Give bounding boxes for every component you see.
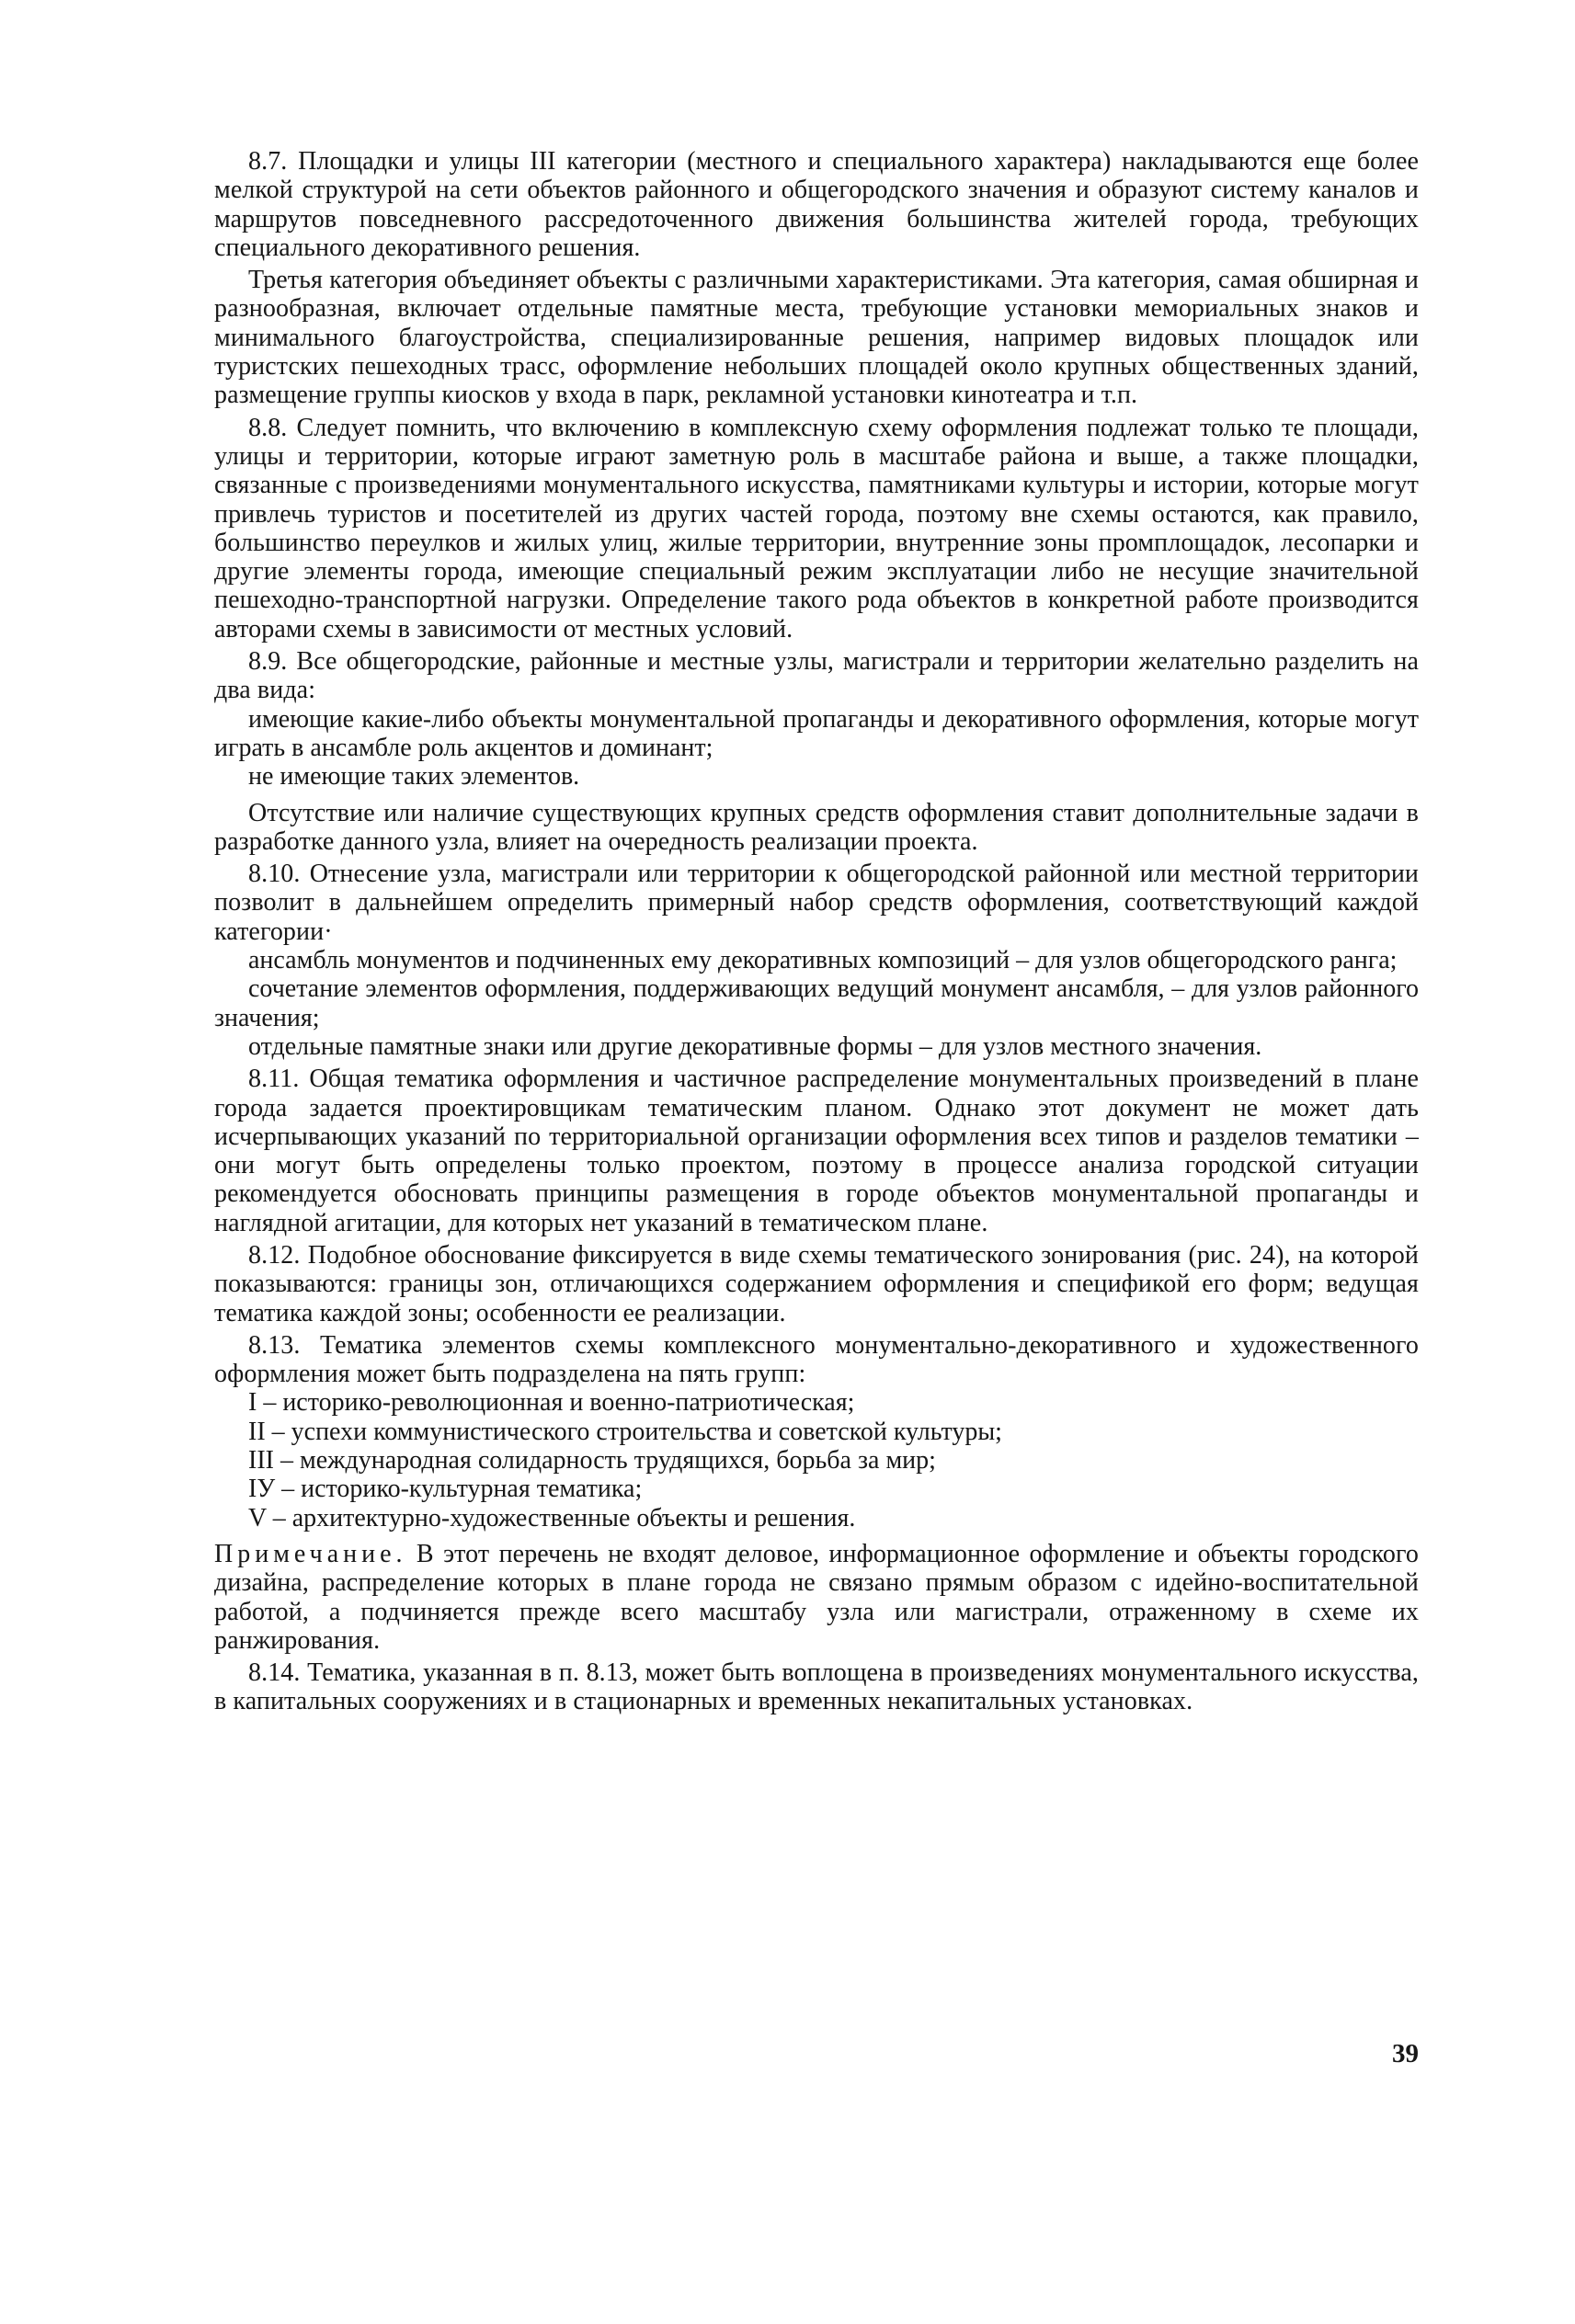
note-paragraph <box>214 1540 1419 1655</box>
paragraph-8-7: 8.7. Площадки и улицы III категории (местного и специального характера) накладываются еще более мелкой структурой на сети объектов районного и общегородского значения и образуют систему каналов и маршрутов повседневного рассредоточенного движения большинства жителей города, требующих специального декоративного решения. <box>214 147 1419 262</box>
note-text: В этот перечень не входят деловое, информационное оформление и объекты городского дизайна, распределение которых в плане города не связано прямым образом с идейно-воспитательной работой, а подчиняется прежде всего масштабу узла или магистрали, отраженному в схеме их ранжирования. <box>214 1539 1419 1655</box>
theme-group-1: I – историко-революционная и военно-патриотическая; <box>248 1388 855 1418</box>
list-item-8-10-c: отдельные памятные знаки или другие декоративные формы – для узлов местного значения. <box>248 1031 1262 1061</box>
paragraph-8-10: 8.10. Отнесение узла, магистрали или территории к общегородской районной или местной территории позволит в дальнейшем определить примерный набор средств оформления, соответствующий каждой категории· <box>214 860 1419 946</box>
paragraph-third-category: Третья категория объединяет объекты с различными характеристиками. Эта категория, самая обширная и разнообразная, включает отдельные памятные места, требующие установки мемориальных знаков и минимального благоустройства, специализированные решения, например видовых площадок или туристских пешеходных трасс, оформление небольших площадей около крупных общественных зданий, размещение группы киосков у входа в парк, рекламной установки кинотеатра и т.п. <box>214 266 1419 410</box>
paragraph-absence: Отсутствие или наличие существующих крупных средств оформления ставит дополнительные задачи в разработке данного узла, влияет на очередность реализации проекта. <box>214 798 1419 856</box>
theme-group-2: II – успехи коммунистического строительства и советской культуры; <box>248 1417 1002 1446</box>
theme-group-5: V – архитектурно-художественные объекты и решения. <box>248 1503 856 1532</box>
page-number: 39 <box>1392 2039 1419 2068</box>
note-label: Примечание. <box>214 1539 407 1568</box>
theme-group-3: III – международная солидарность трудящихся, борьба за мир; <box>248 1446 936 1475</box>
paragraph-8-13: 8.13. Тематика элементов схемы комплексного монументально-декоративного и художественного оформления может быть подразделена на пять групп: <box>214 1330 1419 1389</box>
paragraph-8-12: 8.12. Подобное обоснование фиксируется в виде схемы тематического зонирования (рис. 24), на которой показываются: границы зон, отличающихся содержанием оформления и спецификой его форм; ведущая тематика каждой зоны; особенности ее реализации. <box>214 1240 1419 1327</box>
paragraph-8-9: 8.9. Все общегородские, районные и местные узлы, магистрали и территории желательно разделить на два вида: <box>214 647 1419 705</box>
list-item-8-10-b: сочетание элементов оформления, поддерживающих ведущий монумент ансамбля, – для узлов районного значения; <box>214 974 1419 1032</box>
theme-group-4: IУ – историко-культурная тематика; <box>248 1475 643 1504</box>
document-page <box>214 147 1419 2206</box>
list-item-8-9-a: имеющие какие-либо объекты монументальной пропаганды и декоративного оформления, которые могут играть в ансамбле роль акцентов и доминант; <box>214 704 1419 762</box>
paragraph-8-8: 8.8. Следует помнить, что включению в комплексную схему оформления подлежат только те площади, улицы и территории, которые играют заметную роль в масштабе района и выше, а также площадки, связанные с произведениями монументального искусства, памятниками культуры и истории, которые могут привлечь туристов и посетителей из других частей города, поэтому вне схемы остаются, как правило, большинство переулков и жилых улиц, жилые территории, внутренние зоны промплощадок, лесопарки и другие элементы города, имеющие специальный режим эксплуатации либо не несущие значительной пешеходно-транспортной нагрузки. Определение такого рода объектов в конкретной работе производится авторами схемы в зависимости от местных условий. <box>214 413 1419 644</box>
paragraph-8-14: 8.14. Тематика, указанная в п. 8.13, может быть воплощена в произведениях монументального искусства, в капитальных сооружениях и в стационарных и временных некапитальных установках. <box>214 1658 1419 1716</box>
paragraph-8-11: 8.11. Общая тематика оформления и частичное распределение монументальных произведений в плане города задается проектировщикам тематическим планом. Однако этот документ не может дать исчерпывающих указаний по территориальной организации оформления всех типов и разделов тематики – они могут быть определены только проектом, поэтому в процессе анализа городской ситуации рекомендуется обосновать принципы размещения в городе объектов монументальной пропаганды и наглядной агитации, для которых нет указаний в тематическом плане. <box>214 1065 1419 1237</box>
list-item-8-9-b: не имеющие таких элементов. <box>248 762 580 792</box>
list-item-8-10-a: ансамбль монументов и подчиненных ему декоративных композиций – для узлов общегородского ранга; <box>248 946 1398 975</box>
